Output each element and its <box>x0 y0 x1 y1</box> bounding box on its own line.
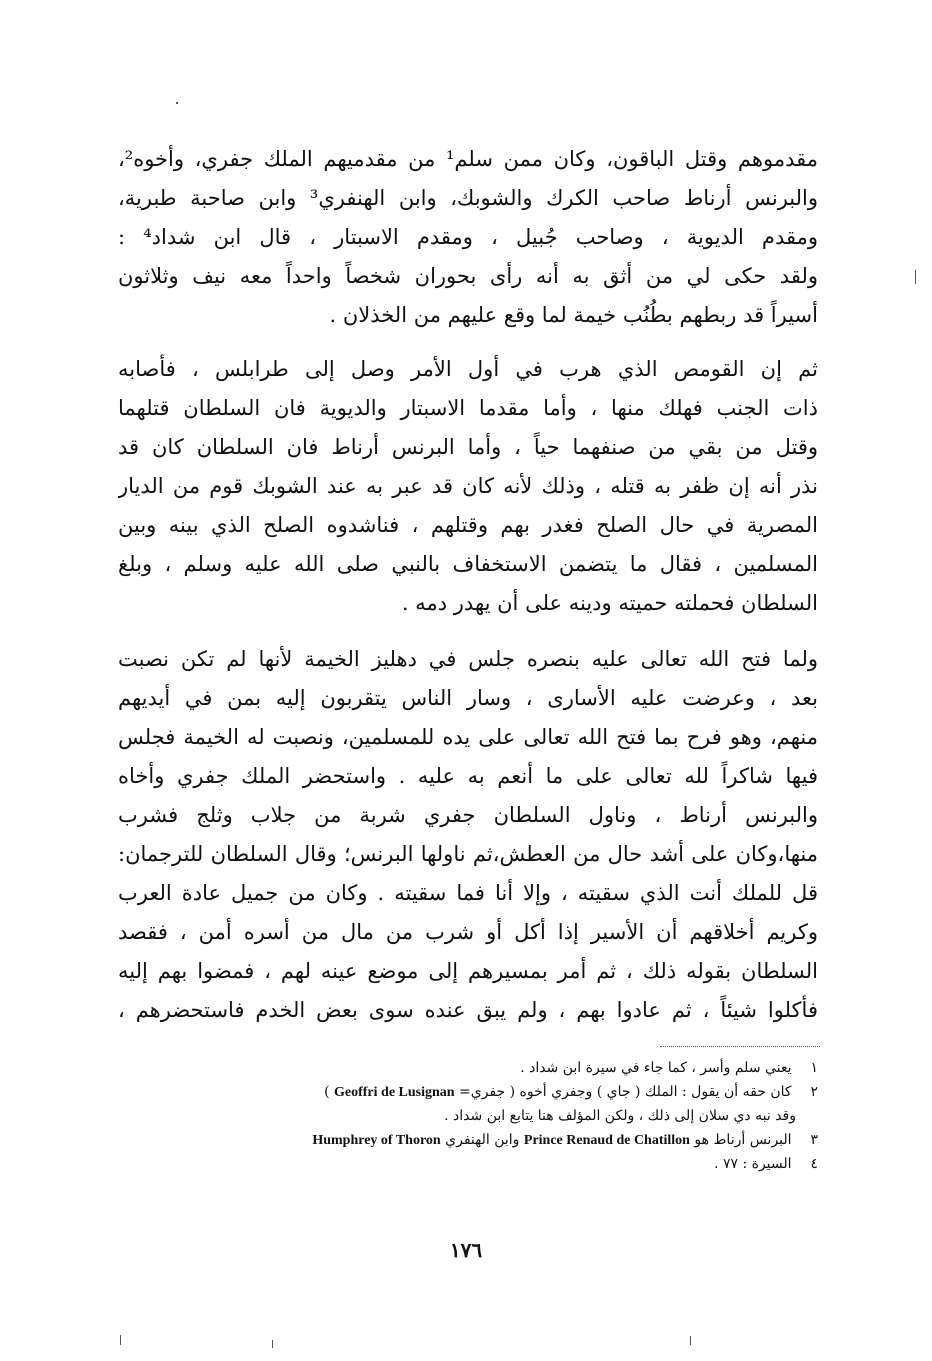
footnote-divider <box>660 1046 820 1047</box>
footnote-text: ) <box>324 1084 330 1100</box>
paragraph-2 <box>118 350 818 623</box>
footnote-latin-name: Prince Renaud de Chatillon <box>523 1133 690 1148</box>
text-line: ثم إن القومص الذي هرب في أول الأمر وصل إلى طرابلس ، فأصابه <box>118 357 818 381</box>
text-line: والبرنس أرناط ، وناول السلطان جفري شربة من جلاب وثلج فشرب <box>118 803 818 827</box>
text-line: المسلمين ، فقال ما يتضمن الاستخفاف بالنبي صلى الله عليه وسلم ، وبلغ <box>118 552 818 576</box>
scan-speck <box>272 1340 273 1348</box>
footnote-text: كان حقه أن يقول : الملك ( جاي ) وجفري أخوه ( جفري= <box>459 1084 792 1100</box>
footnote-number: ٢ <box>810 1084 818 1100</box>
scan-speck <box>120 1335 121 1345</box>
text-line: والبرنس أرناط صاحب الكرك والشوبك، وابن الهنفري³ وابن صاحبة طبرية، <box>118 186 818 210</box>
text-line: فيها شاكراً لله تعالى على ما أنعم به عليه . واستحضر الملك جفري وأخاه <box>118 764 818 788</box>
footnote-2 <box>118 1080 818 1104</box>
text-line: أسيراً قد ربطهم بطُنُب خيمة لما وقع عليهم من الخذلان . <box>329 303 818 327</box>
footnote-text: وابن الهنفري <box>445 1132 520 1148</box>
text-line: بعد ، وعرضت عليه الأسارى ، وسار الناس يتقربون إليه بمن في أيديهم <box>118 686 818 710</box>
text-line: قل للملك أنت الذي سقيته ، وإلا أنا فما سقيته . وكان من جميل عادة العرب <box>118 881 818 905</box>
scan-speck <box>915 270 916 284</box>
text-line: نذر أنه إن ظفر به قتله ، وذلك لأنه كان قد عبر به عند الشوبك قوم من الديار <box>118 474 818 498</box>
text-line: ولقد حكى لي من أثق به أنه رأى بحوران شخصاً واحداً معه نيف وثلاثون <box>118 264 818 288</box>
footnote-text: البرنس أرناط هو <box>694 1132 792 1148</box>
scan-speck <box>176 102 178 104</box>
text-line: السلطان فحملته حميته ودينه على أن يهدر دمه . <box>401 591 818 615</box>
text-line: السلطان بقوله ذلك ، ثم أمر بمسيرهم إلى موضع عينه لهم ، فمضوا بهم إليه <box>118 959 818 983</box>
scan-speck <box>690 1336 691 1345</box>
paragraph-3 <box>118 640 818 1030</box>
text-line: وقتل من بقي من صنفهما حياً ، وأما البرنس أرناط فان السلطان كان قد <box>118 435 818 459</box>
footnote-3 <box>118 1128 818 1152</box>
footnote-latin-name: Humphrey of Thoron <box>312 1133 441 1148</box>
footnote-number: ٣ <box>810 1132 818 1148</box>
footnote-latin-name: Geoffri de Lusignan <box>334 1085 455 1100</box>
text-line: مقدموهم وقتل الباقون، وكان ممن سلم¹ من مقدميهم الملك جفري، وأخوه²، <box>118 147 818 171</box>
footnotes <box>118 1056 818 1176</box>
page-number: ١٧٦ <box>449 1238 483 1262</box>
footnote-number: ٤ <box>810 1156 818 1172</box>
footnote-number: ١ <box>810 1060 818 1076</box>
text-line: ذات الجنب فهلك منها ، وأما مقدما الاسبتار والديوية فان السلطان قتلهما <box>118 396 818 420</box>
footnote-text: السيرة : ٧٧ . <box>714 1156 792 1172</box>
paragraph-1 <box>118 140 818 335</box>
footnote-text: يعني سلم وأسر ، كما جاء في سيرة ابن شداد . <box>520 1060 792 1076</box>
text-line: فأكلوا شيئاً ، ثم عادوا بهم ، ولم يبق عنده سوى بعض الخدم فاستحضرهم ، <box>118 998 818 1022</box>
text-line: المصرية في حال الصلح فغدر بهم وقتلهم ، فناشدوه الصلح الذي بينه وبين <box>118 513 818 537</box>
footnote-2-continuation: وقد نبه دي سلان إلى ذلك ، ولكن المؤلف هنا يتابع ابن شداد . <box>444 1108 796 1124</box>
footnote-4 <box>118 1152 818 1176</box>
footnote-1 <box>118 1056 818 1080</box>
text-line: ولما فتح الله تعالى عليه بنصره جلس في دهليز الخيمة لأنها لم تكن نصبت <box>118 647 818 671</box>
text-line: وكريم أخلاقهم أن الأسير إذا أكل أو شرب من مال من أسره أمن ، فقصد <box>118 920 818 944</box>
text-line: منها،وكان على أشد حال من العطش،ثم ناولها البرنس؛ وقال السلطان للترجمان: <box>118 842 818 866</box>
text-line: ومقدم الديوية ، وصاحب جُبيل ، ومقدم الاسبتار ، قال ابن شداد⁴ : <box>118 225 818 249</box>
text-line: منهم، وهو فرح بما فتح الله تعالى على يده للمسلمين، ونصبت له الخيمة فجلس <box>118 725 818 749</box>
